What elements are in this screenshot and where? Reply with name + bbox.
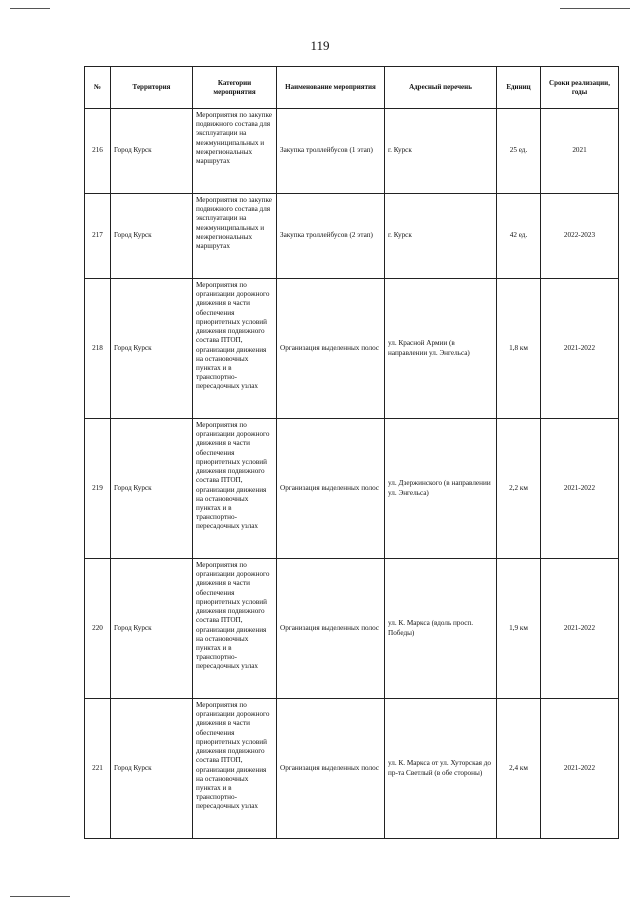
- table-row: [85, 279, 619, 419]
- row-territory: Город Курск: [111, 279, 193, 419]
- row-category: Мероприятия по организации дорожного движения в части обеспечения приоритетных условий движения подвижного состава ПТОП, организации движения на остановочных пунктах и в транспортно-пересадочных узлах: [193, 559, 277, 699]
- row-territory: Город Курск: [111, 559, 193, 699]
- row-term: 2021-2022: [541, 419, 619, 559]
- page-number: 119: [310, 38, 330, 53]
- row-term: 2021-2022: [541, 699, 619, 839]
- header-name: Наименование мероприятия: [277, 67, 385, 109]
- header-category: Категории мероприятия: [193, 67, 277, 109]
- row-term: 2021-2022: [541, 279, 619, 419]
- row-name: Организация выделенных полос: [277, 279, 385, 419]
- row-address: ул. К. Маркса от ул. Хуторская до пр-та Светлый (в обе стороны): [385, 699, 497, 839]
- row-address: ул. Дзержинского (в направлении ул. Энгельса): [385, 419, 497, 559]
- row-unit: 2,2 км: [497, 419, 541, 559]
- row-number: 218: [85, 279, 111, 419]
- header-term: Сроки реализации, годы: [541, 67, 619, 109]
- table-row: [85, 559, 619, 699]
- header-num: №: [85, 67, 111, 109]
- row-name: Организация выделенных полос: [277, 559, 385, 699]
- row-unit: 1,9 км: [497, 559, 541, 699]
- row-term: 2021: [541, 109, 619, 194]
- row-category: Мероприятия по закупке подвижного состава для эксплуатации на межмуниципальных и межрегиональных маршрутах: [193, 194, 277, 279]
- scan-artifact-top: [10, 8, 50, 9]
- row-name: Организация выделенных полос: [277, 419, 385, 559]
- row-number: 217: [85, 194, 111, 279]
- table-row: [85, 194, 619, 279]
- row-territory: Город Курск: [111, 419, 193, 559]
- row-name: Закупка троллейбусов (2 этап): [277, 194, 385, 279]
- measures-table: [84, 66, 619, 839]
- header-territory: Территория: [111, 67, 193, 109]
- row-category: Мероприятия по организации дорожного движения в части обеспечения приоритетных условий движения подвижного состава ПТОП, организации движения на остановочных пунктах и в транспортно-пересадочных узлах: [193, 279, 277, 419]
- scan-artifact-bottom: [10, 896, 70, 897]
- header-unit: Единиц: [497, 67, 541, 109]
- row-term: 2022-2023: [541, 194, 619, 279]
- row-name: Организация выделенных полос: [277, 699, 385, 839]
- row-territory: Город Курск: [111, 109, 193, 194]
- table-header-row: [85, 67, 619, 109]
- row-address: ул. Красной Армии (в направлении ул. Энгельса): [385, 279, 497, 419]
- scan-artifact-top-right: [560, 8, 630, 9]
- row-unit: 2,4 км: [497, 699, 541, 839]
- row-address: ул. К. Маркса (вдоль просп. Победы): [385, 559, 497, 699]
- row-name: Закупка троллейбусов (1 этап): [277, 109, 385, 194]
- row-category: Мероприятия по закупке подвижного состава для эксплуатации на межмуниципальных и межрегиональных маршрутах: [193, 109, 277, 194]
- row-unit: 1,8 км: [497, 279, 541, 419]
- table-row: [85, 419, 619, 559]
- row-territory: Город Курск: [111, 194, 193, 279]
- row-unit: 25 ед.: [497, 109, 541, 194]
- row-category: Мероприятия по организации дорожного движения в части обеспечения приоритетных условий движения подвижного состава ПТОП, организации движения на остановочных пунктах и в транспортно-пересадочных узлах: [193, 419, 277, 559]
- row-address: г. Курск: [385, 194, 497, 279]
- row-number: 219: [85, 419, 111, 559]
- row-number: 216: [85, 109, 111, 194]
- row-category: Мероприятия по организации дорожного движения в части обеспечения приоритетных условий движения подвижного состава ПТОП, организации движения на остановочных пунктах и в транспортно-пересадочных узлах: [193, 699, 277, 839]
- row-number: 221: [85, 699, 111, 839]
- row-address: г. Курск: [385, 109, 497, 194]
- row-territory: Город Курск: [111, 699, 193, 839]
- header-address: Адресный перечень: [385, 67, 497, 109]
- row-number: 220: [85, 559, 111, 699]
- table-row: [85, 699, 619, 839]
- row-unit: 42 ед.: [497, 194, 541, 279]
- row-term: 2021-2022: [541, 559, 619, 699]
- table-row: [85, 109, 619, 194]
